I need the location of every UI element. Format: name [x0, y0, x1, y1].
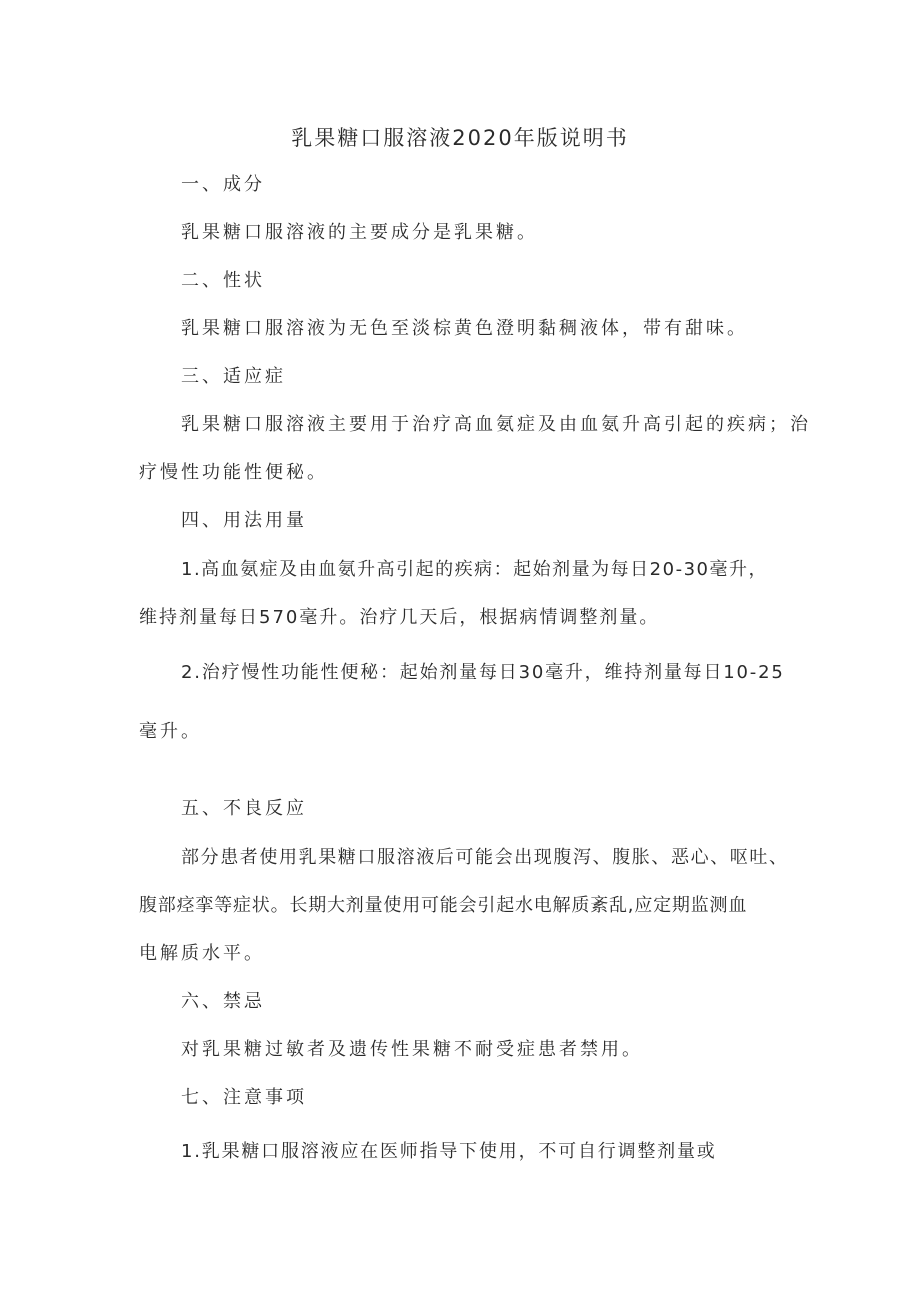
paragraph-line: 毫升。 [139, 721, 202, 742]
paragraph-line: 乳果糖口服溶液的主要成分是乳果糖。 [181, 222, 538, 243]
section-heading-indications: 三、适应症 [181, 366, 286, 387]
paragraph-line: 1.乳果糖口服溶液应在医师指导下使用，不可自行调整剂量或 [181, 1141, 717, 1162]
paragraph-line: 电解质水平。 [139, 943, 265, 964]
paragraph-line: 1.高血氨症及由血氨升高引起的疾病：起始剂量为每日20-30毫升， [181, 559, 768, 580]
section-heading-adverse-reactions: 五、不良反应 [181, 798, 307, 819]
section-heading-dosage: 四、用法用量 [181, 510, 307, 531]
paragraph-line: 疗慢性功能性便秘。 [139, 462, 328, 483]
paragraph-line: 对乳果糖过敏者及遗传性果糖不耐受症患者禁用。 [181, 1039, 643, 1060]
document-title: 乳果糖口服溶液2020年版说明书 [291, 126, 629, 150]
section-heading-precautions: 七、注意事项 [181, 1087, 307, 1108]
section-heading-contraindications: 六、禁忌 [181, 991, 265, 1012]
section-heading-ingredients: 一、成分 [181, 174, 265, 195]
paragraph-line: 乳果糖口服溶液为无色至淡棕黄色澄明黏稠液体，带有甜味。 [181, 318, 748, 339]
paragraph-line: 腹部痉挛等症状。长期大剂量使用可能会引起水电解质紊乱,应定期监测血 [139, 895, 748, 916]
paragraph-line: 2.治疗慢性功能性便秘：起始剂量每日30毫升，维持剂量每日10-25 [181, 662, 785, 683]
paragraph-line: 维持剂量每日570毫升。治疗几天后，根据病情调整剂量。 [139, 607, 660, 628]
section-heading-properties: 二、性状 [181, 270, 265, 291]
paragraph-line: 部分患者使用乳果糖口服溶液后可能会出现腹泻、腹胀、恶心、呕吐、 [181, 847, 789, 868]
paragraph-line: 乳果糖口服溶液主要用于治疗高血氨症及由血氨升高引起的疾病；治 [181, 414, 811, 435]
